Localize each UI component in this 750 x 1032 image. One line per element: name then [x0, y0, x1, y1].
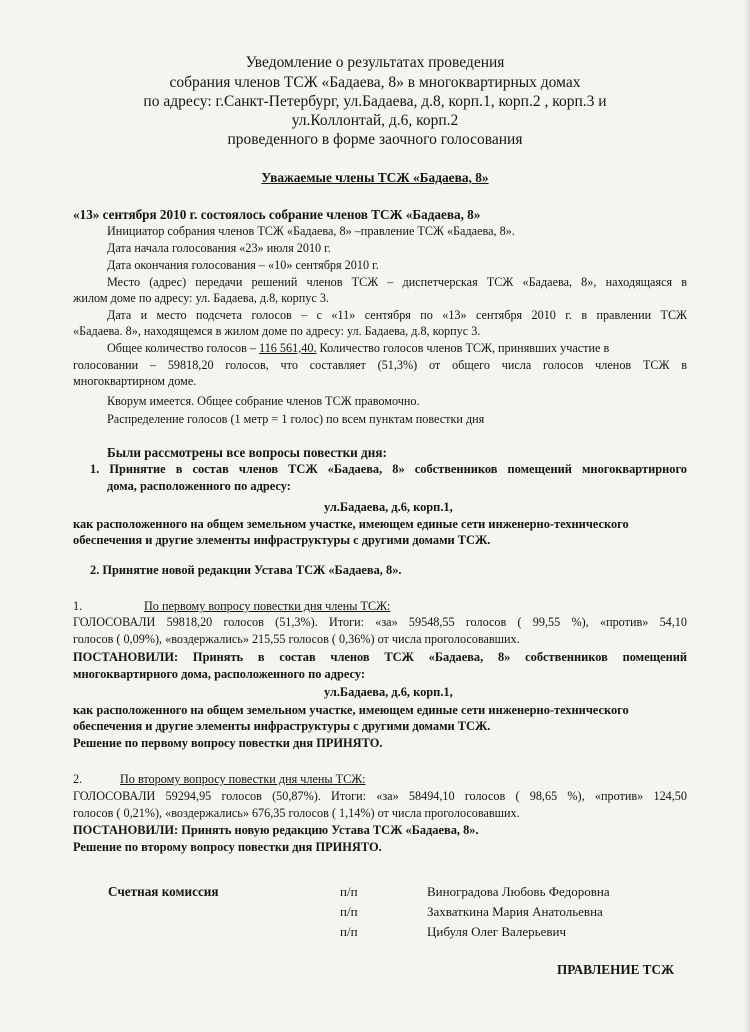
board-signature: ПРАВЛЕНИЕ ТСЖ — [557, 962, 675, 977]
total-text-line-1 — [107, 341, 609, 356]
header-line-4: ул.Коллонтай, д.6, корп.2 — [291, 112, 459, 129]
initiator-text: Инициатор собрания членов ТСЖ «Бадаева, 8» –правление ТСЖ «Бадаева, 8». — [107, 224, 515, 238]
agenda-q1-line-4: обеспечения и другие элементы инфраструктуры с другими домами ТСЖ. — [73, 533, 491, 547]
distribution-text: Распределение голосов (1 метр = 1 голос) по всем пунктам повестки дня — [107, 412, 485, 426]
total-prefix: Общее количество голосов – — [107, 341, 260, 355]
vote1-heading: По первому вопросу повестки дня члены ТСЖ: — [144, 599, 391, 613]
commission-sig-2: п/п — [340, 904, 358, 919]
start-date-text: Дата начала голосования «23» июля 2010 г. — [107, 241, 331, 255]
commission-sig-1: п/п — [340, 884, 358, 899]
greeting: Уважаемые члены ТСЖ «Бадаева, 8» — [261, 170, 489, 185]
commission-member-1: Виноградова Любовь Федоровна — [427, 884, 610, 899]
vote1-resolution-line-3: как расположенного на общем земельном участке, имеющем единые сети инженерно-технического — [73, 703, 629, 717]
commission-member-3: Цибуля Олег Валерьевич — [427, 924, 566, 939]
agenda-title: Были рассмотрены все вопросы повестки дня: — [107, 445, 387, 460]
quorum-text: Кворум имеется. Общее собрание членов ТСЖ правомочно. — [107, 394, 420, 408]
commission-title: Счетная комиссия — [108, 884, 219, 899]
agenda-q1-address: ул.Бадаева, д.6, корп.1, — [324, 500, 453, 514]
total-value: 116 561,40. — [259, 341, 317, 355]
header-line-1: Уведомление о результатах проведения — [245, 54, 505, 71]
vote1-resolution-line-1: ПОСТАНОВИЛИ: Принять в состав членов ТСЖ «Бадаева, 8» собственников помещений — [73, 650, 687, 664]
agenda-q2: 2. Принятие новой редакции Устава ТСЖ «Бадаева, 8». — [90, 563, 402, 577]
vote2-decision: Решение по второму вопросу повестки дня ПРИНЯТО. — [73, 840, 382, 854]
count-text-line-2: «Бадаева. 8», находящемся в жилом доме по адресу: ул. Бадаева, д.8, корпус 3. — [73, 324, 481, 338]
end-date-text: Дата окончания голосования – «10» сентября 2010 г. — [107, 258, 379, 272]
vote2-resolution: ПОСТАНОВИЛИ: Принять новую редакцию Устава ТСЖ «Бадаева, 8». — [73, 823, 479, 837]
vote1-line-1: ГОЛОСОВАЛИ 59818,20 голосов (51,3%). Итоги: «за» 59548,55 голосов ( 99,55 %), «против» 54,10 — [73, 615, 687, 629]
commission-member-2: Захваткина Мария Анатольевна — [427, 904, 603, 919]
total-text-line-2: голосовании – 59818,20 голосов, что составляет (51,3%) от общего числа голосов членов ТСЖ в — [73, 358, 687, 372]
commission-sig-3: п/п — [340, 924, 358, 939]
header-line-5: проведенного в форме заочного голосования — [227, 131, 523, 148]
vote1-line-2: голосов ( 0,09%), «воздержались» 215,55 голосов ( 0,36%) от числа проголосовавших. — [73, 632, 520, 646]
place-text-line-1: Место (адрес) передачи решений членов ТСЖ – диспетчерская ТСЖ «Бадаева, 8», находящаяся в — [107, 275, 687, 289]
vote2-line-1: ГОЛОСОВАЛИ 59294,95 голосов (50,87%). Итоги: «за» 58494,10 голосов ( 98,65 %), «против» 124,50 — [73, 789, 687, 803]
agenda-q1-line-3: как расположенного на общем земельном участке, имеющем единые сети инженерно-технического — [73, 517, 629, 531]
vote1-address: ул.Бадаева, д.6, корп.1, — [324, 685, 453, 699]
vote2-number: 2. — [73, 772, 83, 786]
header-line-3: по адресу: г.Санкт-Петербург, ул.Бадаева, д.8, корп.1, корп.2 , корп.3 и — [143, 93, 607, 110]
meeting-date: «13» сентября 2010 г. состоялось собрание членов ТСЖ «Бадаева, 8» — [73, 207, 481, 222]
vote2-line-2: голосов ( 0,21%), «воздержались» 676,35 голосов ( 1,14%) от числа проголосовавших. — [73, 806, 520, 820]
scan-edge-shadow — [744, 0, 750, 1032]
vote1-resolution-line-4: обеспечения и другие элементы инфраструктуры с другими домами ТСЖ. — [73, 719, 491, 733]
place-text-line-2: жилом доме по адресу: ул. Бадаева, д.8, корпус 3. — [73, 291, 329, 305]
count-text-line-1: Дата и место подсчета голосов – с «11» сентября по «13» сентября 2010 г. в правлении ТСЖ — [107, 308, 687, 322]
agenda-q1-line-2: дома, расположенного по адресу: — [107, 479, 291, 493]
total-suffix: Количество голосов членов ТСЖ, принявших участие в — [316, 341, 610, 355]
vote1-decision: Решение по первому вопросу повестки дня ПРИНЯТО. — [73, 736, 383, 750]
total-text-line-3: многоквартирном доме. — [73, 374, 197, 388]
vote1-resolution-line-2: многоквартирного дома, расположенного по адресу: — [73, 667, 366, 681]
agenda-q1-line-1: 1. Принятие в состав членов ТСЖ «Бадаева, 8» собственников помещений многоквартирного — [90, 462, 687, 476]
vote1-number: 1. — [73, 599, 83, 613]
header-line-2: собрания членов ТСЖ «Бадаева, 8» в многоквартирных домах — [169, 74, 581, 91]
vote2-heading: По второму вопросу повестки дня члены ТСЖ: — [120, 772, 366, 786]
